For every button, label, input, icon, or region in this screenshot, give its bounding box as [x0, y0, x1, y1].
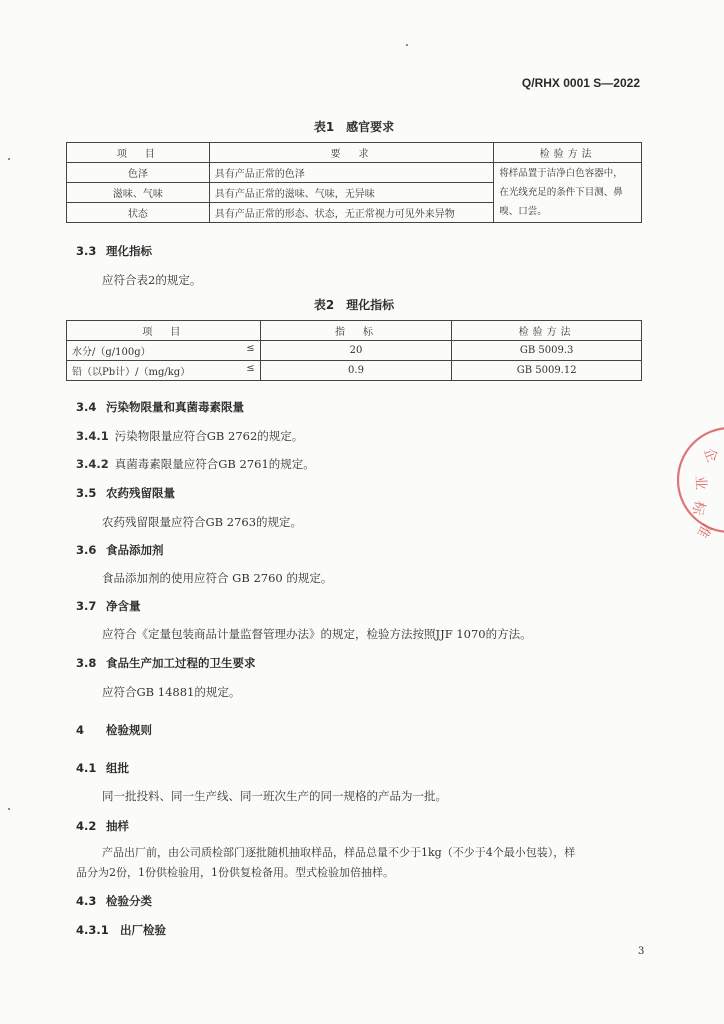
stamp-char: 企 [700, 445, 721, 465]
stamp-char: 准 [693, 520, 715, 540]
method-line: 将样品置于洁净白色容器中， [499, 168, 623, 179]
cell-method [494, 163, 642, 223]
stamp-char: 业 [692, 475, 709, 491]
header-method: 检验方法 [452, 321, 642, 341]
page-number: 3 [638, 946, 645, 957]
table-row [67, 341, 642, 361]
section-number: 4.1 [76, 761, 97, 775]
item-label: 水分/（g/100g） [72, 347, 151, 358]
le-symbol: ≤ [246, 363, 255, 374]
section-title: 出厂检验 [120, 923, 167, 937]
cell-item: 状态 [67, 203, 210, 223]
paragraph-line: 产品出厂前，由公司质检部门逐批随机抽取样品，样品总量不少于1kg（不少于4个最小包装），样 [102, 846, 576, 859]
section-heading [76, 655, 256, 671]
paragraph: 应符合表2的规定。 [102, 273, 202, 287]
table-header-row [67, 143, 642, 163]
document-number: Q/RHX 0001 S—2022 [521, 76, 640, 90]
cell-method: GB 5009.12 [452, 361, 642, 381]
section-heading [76, 399, 244, 415]
section-number: 3.8 [76, 656, 97, 670]
section-title: 净含量 [106, 599, 141, 613]
section-title: 检验规则 [106, 723, 153, 737]
section-title: 食品生产加工过程的卫生要求 [106, 656, 256, 670]
section-number: 4.3 [76, 894, 97, 908]
header-method: 检验方法 [494, 143, 642, 163]
section-number: 4 [76, 723, 85, 737]
section-heading [76, 542, 164, 558]
item-label: 铅（以Pb计）/（mg/kg） [72, 367, 191, 378]
header-requirement: 要 求 [209, 143, 493, 163]
paragraph: 同一批投料、同一生产线、同一班次生产的同一规格的产品为一批。 [102, 789, 447, 803]
cell-requirement: 具有产品正常的形态、状态，无正常视力可见外来异物 [209, 203, 493, 223]
paragraph: 应符合《定量包装商品计量监督管理办法》的规定，检验方法按照JJF 1070的方法。 [102, 627, 532, 641]
section-heading [76, 893, 152, 909]
header-indicator: 指 标 [260, 321, 452, 341]
section-heading [76, 818, 129, 834]
table1-sensory-requirements [66, 142, 642, 223]
scan-speck [406, 44, 408, 46]
scan-speck [8, 808, 10, 810]
method-line: 嗅、口尝。 [499, 206, 547, 217]
numbered-paragraph [76, 428, 303, 444]
scan-speck [8, 158, 10, 160]
section-title: 理化指标 [106, 244, 153, 258]
cell-item: 色泽 [67, 163, 210, 183]
numbered-paragraph [76, 456, 315, 472]
section-title: 检验分类 [106, 894, 153, 908]
section-number: 3.6 [76, 543, 97, 557]
section-number: 3.4 [76, 400, 97, 414]
method-line: 在光线充足的条件下目测、鼻 [499, 187, 623, 198]
paragraph-line: 品分为2份，1份供检验用，1份供复检备用。型式检验加倍抽样。 [76, 866, 394, 879]
clause-text: 真菌毒素限量应符合GB 2761的规定。 [114, 457, 315, 471]
cell-item [67, 341, 261, 361]
section-number: 3.7 [76, 599, 97, 613]
cell-item [67, 361, 261, 381]
clause-number: 3.4.1 [76, 429, 109, 443]
cell-requirement: 具有产品正常的滋味、气味，无异味 [209, 183, 493, 203]
clause-number: 3.4.2 [76, 457, 109, 471]
section-heading [76, 722, 152, 738]
clause-text: 污染物限量应符合GB 2762的规定。 [114, 429, 304, 443]
cell-value: 0.9 [260, 361, 452, 381]
section-title: 抽样 [106, 819, 130, 833]
table2-caption: 表2 理化指标 [313, 298, 395, 312]
cell-value: 20 [260, 341, 452, 361]
section-title: 农药残留限量 [106, 486, 176, 500]
stamp-char: 标 [688, 498, 708, 517]
section-number: 3.3 [76, 244, 97, 258]
paragraph: 农药残留限量应符合GB 2763的规定。 [102, 515, 303, 529]
section-heading [76, 760, 129, 776]
section-heading [76, 922, 166, 938]
table1-caption: 表1 感官要求 [313, 120, 395, 134]
cell-method: GB 5009.3 [452, 341, 642, 361]
cell-item: 滋味、气味 [67, 183, 210, 203]
section-title: 组批 [106, 761, 130, 775]
cell-requirement: 具有产品正常的色泽 [209, 163, 493, 183]
table-header-row [67, 321, 642, 341]
paragraph: 食品添加剂的使用应符合 GB 2760 的规定。 [102, 571, 333, 585]
red-seal-stamp [670, 420, 724, 540]
table-row [67, 361, 642, 381]
paragraph: 应符合GB 14881的规定。 [102, 685, 241, 699]
section-number: 4.2 [76, 819, 97, 833]
section-heading [76, 598, 141, 614]
header-item: 项 目 [67, 321, 261, 341]
section-number: 4.3.1 [76, 923, 109, 937]
section-title: 食品添加剂 [106, 543, 164, 557]
le-symbol: ≤ [246, 343, 255, 354]
table2-physicochemical [66, 320, 642, 381]
section-heading [76, 485, 175, 501]
section-heading [76, 243, 152, 259]
header-item: 项 目 [67, 143, 210, 163]
table-row [67, 163, 642, 183]
section-number: 3.5 [76, 486, 97, 500]
section-title: 污染物限量和真菌毒素限量 [106, 400, 245, 414]
